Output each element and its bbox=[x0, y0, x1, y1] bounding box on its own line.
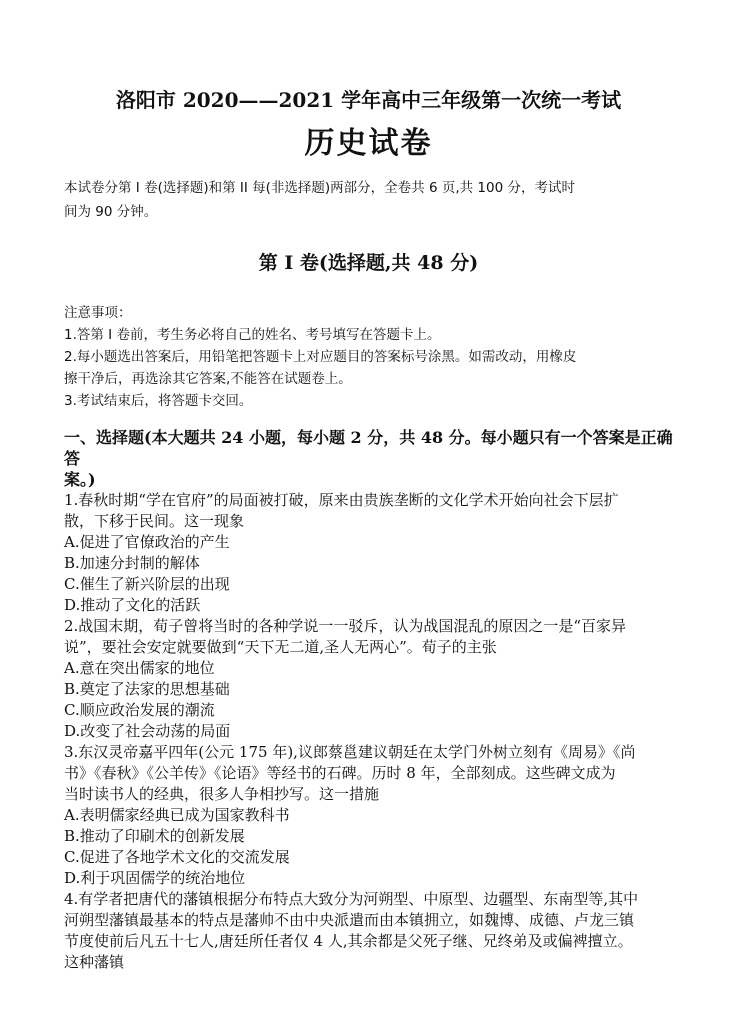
option-c: C.催生了新兴阶层的出现 bbox=[64, 575, 230, 593]
question-text-line: 说”，要社会安定就要做到“天下无二道,圣人无两心”。荀子的主张 bbox=[64, 638, 497, 656]
part-heading-line: 一、选择题(本大题共 24 小题，每小题 2 分，共 48 分。每小题只有一个答案是正确答 bbox=[64, 428, 673, 468]
question-text-line: 3.东汉灵帝嘉平四年(公元 175 年),议郎蔡邕建议朝廷在太学门外树立刻有《周易》《尚 bbox=[64, 743, 636, 761]
question-1 bbox=[64, 490, 682, 616]
notes-item: 3.考试结束后，将答题卡交回。 bbox=[64, 393, 253, 409]
question-text-line: 1.春秋时期“学在官府”的局面被打破，原来由贵族垄断的文化学术开始向社会下层扩 bbox=[64, 491, 619, 509]
part-heading bbox=[64, 427, 682, 490]
part-heading-line: 案。) bbox=[64, 470, 96, 489]
option-a: A.表明儒家经典已成为国家教科书 bbox=[64, 806, 290, 824]
question-3 bbox=[64, 742, 682, 889]
question-2 bbox=[64, 616, 682, 742]
exam-title: 洛阳市 2020——2021 学年高中三年级第一次统一考试 bbox=[115, 88, 622, 112]
question-text-line: 节度使前后凡五十七人,唐廷所任者仅 4 人,其余都是父死子继、兄终弟及或偏裨擅立。 bbox=[64, 932, 633, 950]
notes-heading: 注意事项： bbox=[64, 305, 132, 321]
intro-line: 本试卷分第 I 卷(选择题)和第 II 每(非选择题)两部分，全卷共 6 页,共 100 分，考试时 bbox=[64, 180, 575, 196]
question-text-line: 散，下移于民间。这一现象 bbox=[64, 512, 245, 530]
option-c: C.促进了各地学术文化的交流发展 bbox=[64, 848, 290, 866]
questions-block bbox=[64, 427, 682, 973]
option-d: D.推动了文化的活跃 bbox=[64, 596, 201, 614]
notes-block bbox=[64, 302, 684, 412]
notes-item: 擦干净后，再选涂其它答案,不能答在试题卷上。 bbox=[64, 371, 352, 387]
exam-intro bbox=[64, 176, 684, 224]
question-4 bbox=[64, 889, 682, 973]
notes-item: 1.答第 I 卷前，考生务必将自己的姓名、考号填写在答题卡上。 bbox=[64, 327, 441, 343]
option-c: C.顺应政治发展的潮流 bbox=[64, 701, 215, 719]
option-a: A.促进了官僚政治的产生 bbox=[64, 533, 230, 551]
intro-line: 间为 90 分钟。 bbox=[64, 204, 158, 220]
option-b: B.推动了印刷术的创新发展 bbox=[64, 827, 245, 845]
notes-item: 2.每小题选出答案后，用铅笔把答题卡上对应题目的答案标号涂黑。如需改动，用橡皮 bbox=[64, 349, 577, 365]
question-text-line: 河朔型藩镇最基本的特点是藩帅不由中央派遣而由本镇拥立，如魏博、成德、卢龙三镇 bbox=[64, 911, 635, 929]
subject-title: 历史试卷 bbox=[304, 126, 433, 161]
option-d: D.改变了社会动荡的局面 bbox=[64, 722, 231, 740]
question-text-line: 2.战国末期，荀子曾将当时的各种学说一一驳斥，认为战国混乱的原因之一是“百家异 bbox=[64, 617, 626, 635]
option-d: D.利于巩固儒学的统治地位 bbox=[64, 869, 246, 887]
option-b: B.加速分封制的解体 bbox=[64, 554, 200, 572]
question-text-line: 当时读书人的经典，很多人争相抄写。这一措施 bbox=[64, 785, 380, 803]
option-b: B.奠定了法家的思想基础 bbox=[64, 680, 230, 698]
question-text-line: 这种藩镇 bbox=[64, 953, 125, 971]
question-text-line: 书》《春秋》《公羊传》《论语》等经书的石碑。历时 8 年，全部刻成。这些碑文成为 bbox=[64, 764, 616, 782]
option-a: A.意在突出儒家的地位 bbox=[64, 659, 215, 677]
question-text-line: 4.有学者把唐代的藩镇根据分布特点大致分为河朔型、中原型、边疆型、东南型等,其中 bbox=[64, 890, 639, 908]
section-title: 第 I 卷(选择题,共 48 分) bbox=[258, 252, 479, 274]
